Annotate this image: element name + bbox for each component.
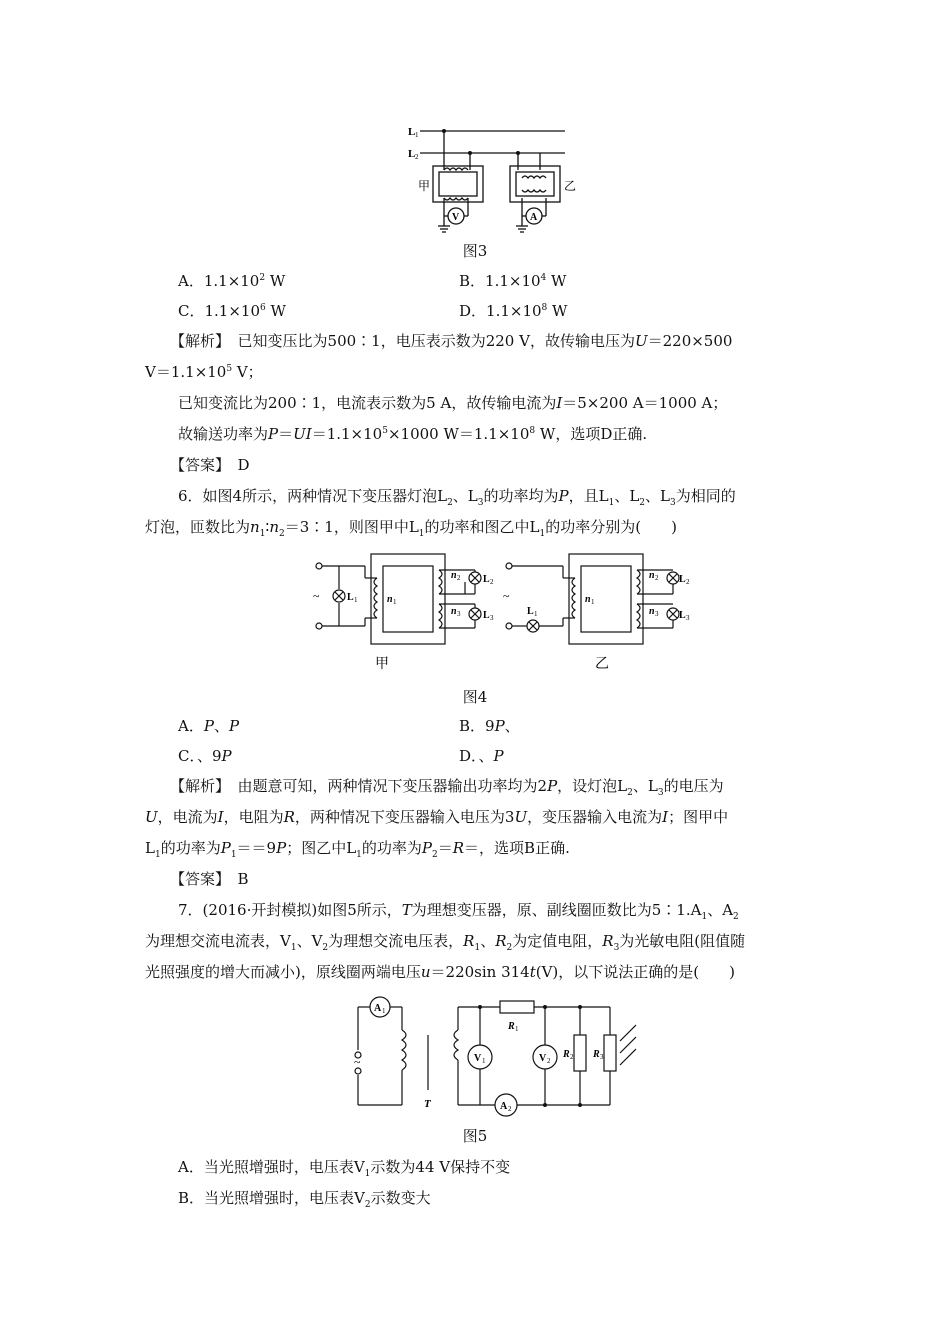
fig3-yi-label: 乙	[564, 179, 577, 193]
svg-text:n: n	[451, 570, 457, 581]
svg-text:2: 2	[655, 574, 659, 582]
svg-text:L: L	[347, 592, 354, 603]
svg-text:1: 1	[591, 598, 595, 606]
svg-text:R: R	[593, 1049, 600, 1060]
svg-text:2: 2	[547, 1057, 551, 1065]
figure-4	[305, 548, 690, 673]
svg-text:1: 1	[382, 1007, 386, 1015]
svg-text:1: 1	[354, 596, 358, 604]
q5-option-b: B．$1.1\times 10^4$ W	[459, 272, 567, 290]
q7-line-2: 为理想交流电流表，$V_1$、$V_2$为理想交流电压表，$R_1$、$R_2$为定值电阻，$R_3$为光敏电阻(阻值随	[145, 932, 746, 953]
svg-text:1: 1	[482, 1057, 486, 1065]
svg-text:L: L	[483, 574, 490, 585]
fig4-jia-source: ~	[313, 589, 320, 603]
figure-5-caption: 图5	[462, 1127, 488, 1145]
svg-text:V: V	[474, 1053, 482, 1064]
analysis-tag: 【解析】	[170, 332, 223, 350]
svg-text:L: L	[527, 606, 534, 617]
svg-text:2: 2	[508, 1105, 512, 1113]
q5-analysis-line-3: 已知变流比为200∶1，电流表示数为5 A，故传输电流为I＝5×200 A＝1000 A；	[178, 394, 728, 412]
svg-text:1: 1	[415, 131, 419, 139]
q6-line-2: 灯泡，匝数比为$n_1∶n_2=3∶1$，则图甲中$L_1$的功率和图乙中$L_1$的功率分别为( )	[145, 518, 677, 539]
q5-analysis-line-2: $V=1.1\times 10^5$ V；	[145, 363, 263, 381]
svg-text:n: n	[451, 606, 457, 617]
q5-option-c: C．$1.1\times 10^6$ W	[178, 302, 286, 320]
figure-4-caption: 图4	[462, 688, 488, 706]
q5-answer: 【答案】 D	[170, 456, 250, 474]
fig4-yi-label: 乙	[595, 657, 609, 672]
svg-text:L: L	[483, 610, 490, 621]
q6-line-1: 6．如图4所示，两种情况下变压器灯泡$L_2$、$L_3$的功率均为P，且$L_1$、$L_2$、$L_3$为相同的	[178, 487, 736, 508]
svg-text:2: 2	[490, 578, 494, 586]
q6-answer: 【答案】 B	[170, 870, 249, 888]
svg-text:1: 1	[515, 1025, 519, 1033]
fig5-t-label: T	[424, 1098, 431, 1110]
svg-text:3: 3	[490, 614, 494, 622]
q6-option-b: B．9P、	[459, 717, 520, 735]
q6-analysis-line-1: 【解析】 由题意可知，两种情况下变压器输出功率均为2P，设灯泡$L_2$、$L_3$的电压为	[170, 777, 724, 798]
q5-analysis-line-4: 故输送功率为$P=UI=1.1\times 10^5\times 1000$ $W=1.1\times 10^8$ W，选项D正确.	[178, 425, 648, 443]
svg-text:n: n	[649, 570, 655, 581]
q6-analysis-line-2: U，电流为I，电阻为R，两种情况下变压器输入电压为3U，变压器输入电流为I；图甲中	[145, 808, 729, 826]
svg-text:2: 2	[457, 574, 461, 582]
fig5-source: ~	[354, 1055, 361, 1069]
q6-option-d: D．、P	[459, 747, 504, 765]
q5-option-a: A．$1.1\times 10^2$ W	[178, 272, 286, 290]
fig4-jia-label: 甲	[375, 657, 389, 672]
fig3-ammeter-label: A	[530, 212, 538, 223]
fig3-l1-label: L	[408, 126, 416, 138]
q5-analysis-line-1: 【解析】 已知变压比为500∶1，电压表示数为220 V，故传输电压为U＝220×500	[170, 332, 733, 350]
svg-text:2: 2	[415, 153, 419, 161]
q6-option-a: A．P、P	[178, 717, 240, 735]
figure-5-diagram	[340, 995, 640, 1120]
svg-text:3: 3	[686, 614, 690, 622]
svg-text:n: n	[585, 594, 591, 605]
figure-3-caption: 图3	[462, 242, 488, 260]
svg-text:R: R	[563, 1049, 570, 1060]
svg-text:R: R	[508, 1021, 515, 1032]
svg-text:n: n	[649, 606, 655, 617]
q7-option-a: A．当光照增强时，电压表$V_1$示数为44 V保持不变	[178, 1158, 511, 1179]
svg-text:3: 3	[600, 1053, 604, 1061]
q6-option-c: C．、9P	[178, 747, 232, 765]
fig3-l2-label: L	[408, 148, 416, 160]
svg-text:V: V	[539, 1053, 547, 1064]
figure-3-diagram	[400, 118, 580, 238]
svg-text:2: 2	[686, 578, 690, 586]
figure-4-diagram	[305, 548, 690, 673]
figure-5	[340, 995, 640, 1120]
svg-text:3: 3	[457, 610, 461, 618]
fig3-voltmeter-label: V	[452, 212, 460, 223]
svg-text:1: 1	[393, 598, 397, 606]
q6-analysis-line-3: $L_1$的功率为$P_1==9P$；图乙中$L_1$的功率为$P_2=R=$，选项B正确.	[145, 839, 570, 860]
svg-text:L: L	[679, 574, 686, 585]
q7-option-b: B．当光照增强时，电压表$V_2$示数变大	[178, 1189, 431, 1210]
svg-text:A: A	[374, 1003, 382, 1014]
fig4-yi-source: ~	[503, 589, 510, 603]
q7-line-1: 7．(2016·开封模拟)如图5所示，T为理想变压器，原、副线圈匝数比为$5∶1.A_1$、$A_2$	[178, 901, 739, 922]
svg-text:n: n	[387, 594, 393, 605]
svg-text:2: 2	[570, 1053, 574, 1061]
svg-text:A: A	[500, 1101, 508, 1112]
svg-text:L: L	[679, 610, 686, 621]
svg-text:1: 1	[534, 610, 538, 618]
figure-3	[400, 118, 580, 238]
q5-option-d: D．$1.1\times 10^8$ W	[459, 302, 568, 320]
fig3-jia-label: 甲	[418, 179, 431, 193]
q7-line-3: 光照强度的增大而减小)，原线圈两端电压u＝220sin 314t(V)，以下说法正确的是( )	[145, 963, 735, 981]
svg-text:3: 3	[655, 610, 659, 618]
